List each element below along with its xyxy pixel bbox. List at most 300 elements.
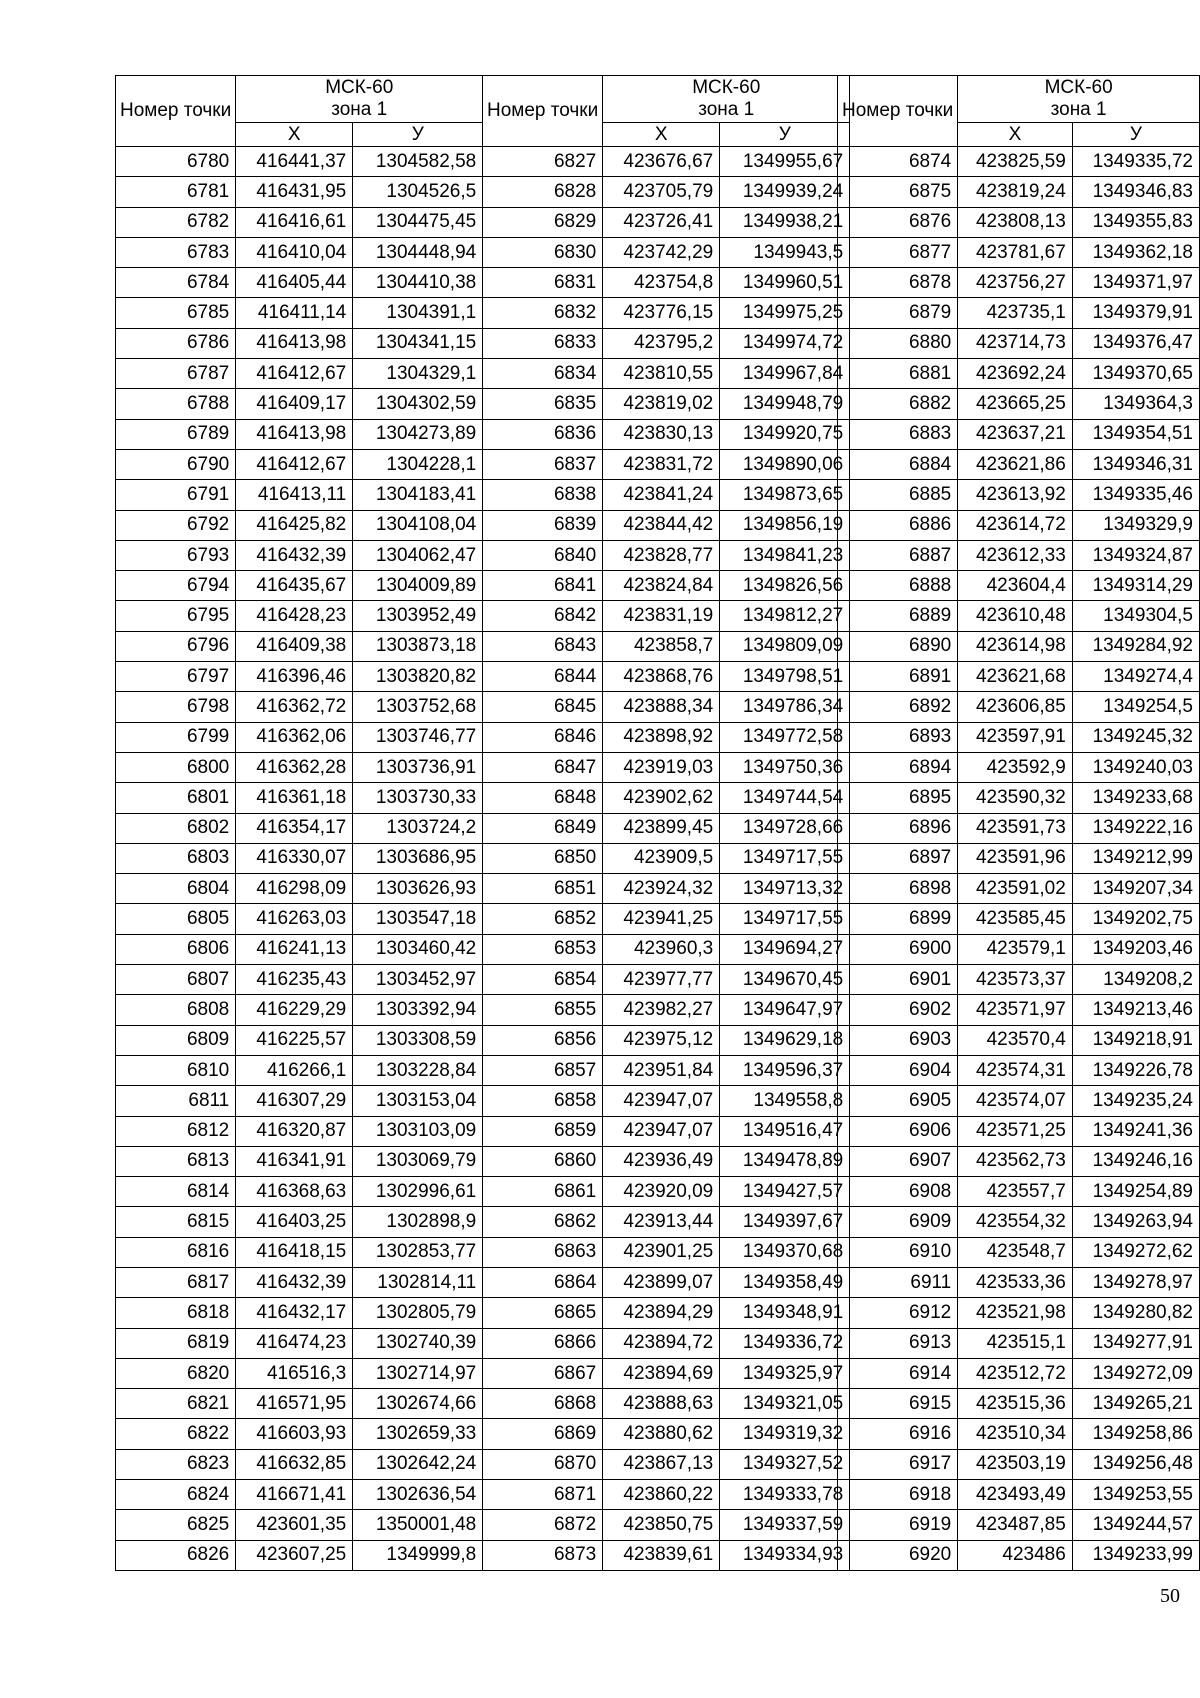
table-row [116, 783, 483, 813]
y-coordinate-cell: 1302636,54 [353, 1480, 483, 1510]
x-coordinate-cell: 423554,32 [958, 1207, 1073, 1237]
point-number-cell: 6787 [116, 359, 236, 389]
point-number-cell: 6870 [483, 1449, 603, 1479]
y-coordinate-cell: 1303873,18 [353, 631, 483, 661]
x-coordinate-cell: 416235,43 [236, 965, 353, 995]
x-coordinate-cell: 423590,32 [958, 783, 1073, 813]
y-coordinate-cell: 1349596,37 [720, 1055, 850, 1085]
table-row [838, 510, 1200, 540]
crs-name: МСК-60 [692, 77, 761, 98]
table-row [838, 1086, 1200, 1116]
x-coordinate-cell: 423920,09 [603, 1177, 720, 1207]
point-number-cell: 6833 [483, 328, 603, 358]
y-coordinate-cell: 1303736,91 [353, 752, 483, 782]
table-row [116, 207, 483, 237]
table-row [483, 1298, 850, 1328]
point-number-cell: 6871 [483, 1480, 603, 1510]
y-coordinate-cell: 1349647,97 [720, 995, 850, 1025]
point-number-cell: 6812 [116, 1116, 236, 1146]
y-coordinate-cell: 1349202,75 [1072, 904, 1199, 934]
x-coordinate-cell: 423880,62 [603, 1419, 720, 1449]
table-row [116, 1055, 483, 1085]
x-header: Х [236, 123, 353, 147]
table-row [116, 1177, 483, 1207]
y-coordinate-cell: 1302814,11 [353, 1267, 483, 1297]
point-number-cell: 6900 [838, 934, 958, 964]
table-row [483, 1116, 850, 1146]
point-number-cell: 6883 [838, 419, 958, 449]
x-header: Х [603, 123, 720, 147]
table-row [116, 1449, 483, 1479]
y-coordinate-cell: 1349337,59 [720, 1510, 850, 1540]
y-coordinate-cell: 1303308,59 [353, 1025, 483, 1055]
point-number-cell: 6830 [483, 237, 603, 267]
y-coordinate-cell: 1349975,25 [720, 298, 850, 328]
table-row [483, 237, 850, 267]
table-row [116, 268, 483, 298]
table-row [838, 1298, 1200, 1328]
y-coordinate-cell: 1302996,61 [353, 1177, 483, 1207]
point-number-cell: 6906 [838, 1116, 958, 1146]
x-coordinate-cell: 423571,25 [958, 1116, 1073, 1146]
table-row [838, 874, 1200, 904]
point-number-cell: 6821 [116, 1389, 236, 1419]
y-coordinate-cell: 1349856,19 [720, 510, 850, 540]
y-coordinate-cell: 1304108,04 [353, 510, 483, 540]
table-row [483, 268, 850, 298]
point-number-cell: 6855 [483, 995, 603, 1025]
table-row [838, 177, 1200, 207]
y-header: У [1072, 123, 1199, 147]
y-coordinate-cell: 1349335,46 [1072, 480, 1199, 510]
x-coordinate-cell: 423824,84 [603, 571, 720, 601]
table-row [483, 359, 850, 389]
table-row [838, 1389, 1200, 1419]
point-number-cell: 6886 [838, 510, 958, 540]
table-row [116, 631, 483, 661]
point-number-cell: 6890 [838, 631, 958, 661]
x-coordinate-cell: 423825,59 [958, 147, 1073, 177]
table-row [116, 419, 483, 449]
x-coordinate-cell: 423606,85 [958, 692, 1073, 722]
table-row [116, 874, 483, 904]
point-number-cell: 6884 [838, 449, 958, 479]
x-coordinate-cell: 423585,45 [958, 904, 1073, 934]
y-coordinate-cell: 1349240,03 [1072, 752, 1199, 782]
point-number-cell: 6825 [116, 1510, 236, 1540]
table-row [838, 480, 1200, 510]
x-coordinate-cell: 416413,11 [236, 480, 353, 510]
point-number-cell: 6829 [483, 207, 603, 237]
y-coordinate-cell: 1303752,68 [353, 692, 483, 722]
table-row [116, 1419, 483, 1449]
table-row [838, 692, 1200, 722]
table-row [838, 722, 1200, 752]
point-number-cell: 6806 [116, 934, 236, 964]
point-number-cell: 6918 [838, 1480, 958, 1510]
y-coordinate-cell: 1349253,55 [1072, 1480, 1199, 1510]
point-number-header: Номер точки [116, 76, 236, 147]
x-coordinate-cell: 423830,13 [603, 419, 720, 449]
y-coordinate-cell: 1304341,15 [353, 328, 483, 358]
point-number-cell: 6819 [116, 1328, 236, 1358]
zone-name: зона 1 [1050, 99, 1107, 120]
point-number-cell: 6783 [116, 237, 236, 267]
point-number-cell: 6911 [838, 1267, 958, 1297]
crs-header [236, 76, 483, 123]
point-number-cell: 6901 [838, 965, 958, 995]
table-row [838, 995, 1200, 1025]
x-coordinate-cell: 423614,98 [958, 631, 1073, 661]
y-header: У [720, 123, 850, 147]
table-row [483, 540, 850, 570]
x-coordinate-cell: 416413,98 [236, 419, 353, 449]
x-coordinate-cell: 416441,37 [236, 147, 353, 177]
x-coordinate-cell: 416431,95 [236, 177, 353, 207]
y-coordinate-cell: 1304273,89 [353, 419, 483, 449]
table-row [483, 662, 850, 692]
y-coordinate-cell: 1349319,32 [720, 1419, 850, 1449]
y-coordinate-cell: 1302659,33 [353, 1419, 483, 1449]
point-number-cell: 6888 [838, 571, 958, 601]
table-row [838, 631, 1200, 661]
x-coordinate-cell: 423888,63 [603, 1389, 720, 1419]
point-number-cell: 6875 [838, 177, 958, 207]
y-coordinate-cell: 1302898,9 [353, 1207, 483, 1237]
y-coordinate-cell: 1349233,68 [1072, 783, 1199, 813]
y-coordinate-cell: 1349233,99 [1072, 1540, 1199, 1570]
x-coordinate-cell: 423676,67 [603, 147, 720, 177]
point-number-cell: 6805 [116, 904, 236, 934]
point-number-cell: 6800 [116, 752, 236, 782]
table-row [116, 1540, 483, 1570]
y-coordinate-cell: 1302740,39 [353, 1328, 483, 1358]
point-number-cell: 6854 [483, 965, 603, 995]
x-coordinate-cell: 423533,36 [958, 1267, 1073, 1297]
point-number-cell: 6847 [483, 752, 603, 782]
table-row [483, 207, 850, 237]
y-coordinate-cell: 1303103,09 [353, 1116, 483, 1146]
x-coordinate-cell: 423562,73 [958, 1146, 1073, 1176]
table-row [483, 1480, 850, 1510]
table-row [116, 1510, 483, 1540]
x-coordinate-cell: 423828,77 [603, 540, 720, 570]
table-row [483, 813, 850, 843]
table-row [483, 995, 850, 1025]
y-coordinate-cell: 1349324,87 [1072, 540, 1199, 570]
y-coordinate-cell: 1303547,18 [353, 904, 483, 934]
x-coordinate-cell: 416603,93 [236, 1419, 353, 1449]
y-coordinate-cell: 1349207,34 [1072, 874, 1199, 904]
y-coordinate-cell: 1349256,48 [1072, 1449, 1199, 1479]
table-row [483, 1177, 850, 1207]
x-coordinate-cell: 416432,17 [236, 1298, 353, 1328]
x-coordinate-cell: 416411,14 [236, 298, 353, 328]
x-coordinate-cell: 423888,34 [603, 692, 720, 722]
table-row [838, 752, 1200, 782]
table-row [116, 995, 483, 1025]
y-coordinate-cell: 1303452,97 [353, 965, 483, 995]
point-number-cell: 6796 [116, 631, 236, 661]
x-coordinate-cell: 423613,92 [958, 480, 1073, 510]
x-coordinate-cell: 423571,97 [958, 995, 1073, 1025]
point-number-cell: 6869 [483, 1419, 603, 1449]
point-number-cell: 6849 [483, 813, 603, 843]
table-row [116, 237, 483, 267]
y-coordinate-cell: 1349713,32 [720, 874, 850, 904]
table-row [483, 147, 850, 177]
x-coordinate-cell: 416432,39 [236, 1267, 353, 1297]
point-number-cell: 6920 [838, 1540, 958, 1570]
page-number: 50 [1160, 1585, 1180, 1607]
y-coordinate-cell: 1349370,68 [720, 1237, 850, 1267]
y-coordinate-cell: 1349812,27 [720, 601, 850, 631]
point-number-cell: 6873 [483, 1540, 603, 1570]
y-coordinate-cell: 1349890,06 [720, 449, 850, 479]
point-number-cell: 6809 [116, 1025, 236, 1055]
x-coordinate-cell: 416362,28 [236, 752, 353, 782]
point-number-cell: 6912 [838, 1298, 958, 1328]
x-coordinate-cell: 423570,4 [958, 1025, 1073, 1055]
y-coordinate-cell: 1304475,45 [353, 207, 483, 237]
x-coordinate-cell: 416330,07 [236, 843, 353, 873]
y-coordinate-cell: 1349873,65 [720, 480, 850, 510]
x-coordinate-cell: 423692,24 [958, 359, 1073, 389]
y-coordinate-cell: 1349841,23 [720, 540, 850, 570]
point-number-cell: 6801 [116, 783, 236, 813]
table-row [483, 783, 850, 813]
coordinates-table-1 [115, 75, 483, 1571]
table-row [838, 540, 1200, 570]
table-row [838, 601, 1200, 631]
x-coordinate-cell: 423726,41 [603, 207, 720, 237]
x-coordinate-cell: 423868,76 [603, 662, 720, 692]
table-row [116, 328, 483, 358]
point-number-cell: 6891 [838, 662, 958, 692]
y-coordinate-cell: 1349263,94 [1072, 1207, 1199, 1237]
x-coordinate-cell: 423754,8 [603, 268, 720, 298]
y-coordinate-cell: 1349246,16 [1072, 1146, 1199, 1176]
y-coordinate-cell: 1349244,57 [1072, 1510, 1199, 1540]
x-coordinate-cell: 423936,49 [603, 1146, 720, 1176]
table-row [483, 904, 850, 934]
point-number-cell: 6860 [483, 1146, 603, 1176]
x-coordinate-cell: 423621,68 [958, 662, 1073, 692]
x-coordinate-cell: 416362,06 [236, 722, 353, 752]
table-row [483, 1328, 850, 1358]
point-number-cell: 6840 [483, 540, 603, 570]
zone-name: зона 1 [331, 99, 388, 120]
point-number-cell: 6903 [838, 1025, 958, 1055]
point-number-cell: 6893 [838, 722, 958, 752]
table-row [838, 1267, 1200, 1297]
x-coordinate-cell: 423899,45 [603, 813, 720, 843]
y-header: У [353, 123, 483, 147]
x-coordinate-cell: 423612,33 [958, 540, 1073, 570]
point-number-cell: 6864 [483, 1267, 603, 1297]
y-coordinate-cell: 1349208,2 [1072, 965, 1199, 995]
point-number-cell: 6820 [116, 1358, 236, 1388]
table-row [116, 1146, 483, 1176]
x-coordinate-cell: 423637,21 [958, 419, 1073, 449]
table-row [838, 359, 1200, 389]
point-number-cell: 6828 [483, 177, 603, 207]
y-coordinate-cell: 1304062,47 [353, 540, 483, 570]
y-coordinate-cell: 1349212,99 [1072, 843, 1199, 873]
x-coordinate-cell: 423503,19 [958, 1449, 1073, 1479]
point-number-cell: 6835 [483, 389, 603, 419]
x-coordinate-cell: 423947,07 [603, 1116, 720, 1146]
x-coordinate-cell: 416403,25 [236, 1207, 353, 1237]
point-number-cell: 6798 [116, 692, 236, 722]
x-coordinate-cell: 416410,04 [236, 237, 353, 267]
y-coordinate-cell: 1302714,97 [353, 1358, 483, 1388]
y-coordinate-cell: 1349967,84 [720, 359, 850, 389]
table-row [483, 1389, 850, 1419]
x-coordinate-cell: 423574,31 [958, 1055, 1073, 1085]
point-number-cell: 6826 [116, 1540, 236, 1570]
table-row [483, 965, 850, 995]
y-coordinate-cell: 1349258,86 [1072, 1419, 1199, 1449]
table-row [116, 510, 483, 540]
y-coordinate-cell: 1303724,2 [353, 813, 483, 843]
point-number-cell: 6910 [838, 1237, 958, 1267]
x-coordinate-cell: 423951,84 [603, 1055, 720, 1085]
y-coordinate-cell: 1349336,72 [720, 1328, 850, 1358]
point-number-cell: 6892 [838, 692, 958, 722]
x-coordinate-cell: 416229,29 [236, 995, 353, 1025]
y-coordinate-cell: 1349948,79 [720, 389, 850, 419]
y-coordinate-cell: 1349333,78 [720, 1480, 850, 1510]
point-number-cell: 6834 [483, 359, 603, 389]
y-coordinate-cell: 1303952,49 [353, 601, 483, 631]
point-number-cell: 6808 [116, 995, 236, 1025]
x-coordinate-cell: 416632,85 [236, 1449, 353, 1479]
x-coordinate-cell: 423867,13 [603, 1449, 720, 1479]
point-number-cell: 6913 [838, 1328, 958, 1358]
point-number-cell: 6794 [116, 571, 236, 601]
x-coordinate-cell: 416307,29 [236, 1086, 353, 1116]
y-coordinate-cell: 1303153,04 [353, 1086, 483, 1116]
y-coordinate-cell: 1349670,45 [720, 965, 850, 995]
y-coordinate-cell: 1349348,91 [720, 1298, 850, 1328]
point-number-cell: 6882 [838, 389, 958, 419]
x-coordinate-cell: 423591,73 [958, 813, 1073, 843]
x-coordinate-cell: 423607,25 [236, 1540, 353, 1570]
crs-header [958, 76, 1200, 123]
table-row [838, 298, 1200, 328]
x-coordinate-cell: 416412,67 [236, 449, 353, 479]
point-number-cell: 6862 [483, 1207, 603, 1237]
y-coordinate-cell: 1303626,93 [353, 874, 483, 904]
x-coordinate-cell: 423604,4 [958, 571, 1073, 601]
x-coordinate-cell: 416425,82 [236, 510, 353, 540]
table-row [838, 843, 1200, 873]
coordinates-table-2 [482, 75, 850, 1571]
x-coordinate-cell: 423941,25 [603, 904, 720, 934]
y-coordinate-cell: 1303069,79 [353, 1146, 483, 1176]
table-row [838, 268, 1200, 298]
x-coordinate-cell: 423574,07 [958, 1086, 1073, 1116]
x-coordinate-cell: 416361,18 [236, 783, 353, 813]
table-row [838, 1540, 1200, 1570]
y-coordinate-cell: 1349354,51 [1072, 419, 1199, 449]
table-row [116, 1298, 483, 1328]
point-number-cell: 6880 [838, 328, 958, 358]
x-coordinate-cell: 423844,42 [603, 510, 720, 540]
y-coordinate-cell: 1349826,56 [720, 571, 850, 601]
x-coordinate-cell: 423621,86 [958, 449, 1073, 479]
y-coordinate-cell: 1349955,67 [720, 147, 850, 177]
table-row [483, 480, 850, 510]
y-coordinate-cell: 1349272,62 [1072, 1237, 1199, 1267]
x-coordinate-cell: 423839,61 [603, 1540, 720, 1570]
table-row [483, 328, 850, 358]
table-row [838, 662, 1200, 692]
table-row [838, 207, 1200, 237]
y-coordinate-cell: 1349222,16 [1072, 813, 1199, 843]
point-number-cell: 6816 [116, 1237, 236, 1267]
x-coordinate-cell: 416354,17 [236, 813, 353, 843]
x-coordinate-cell: 423735,1 [958, 298, 1073, 328]
y-coordinate-cell: 1349798,51 [720, 662, 850, 692]
point-number-cell: 6792 [116, 510, 236, 540]
x-coordinate-cell: 423795,2 [603, 328, 720, 358]
point-number-cell: 6874 [838, 147, 958, 177]
table-row [483, 601, 850, 631]
y-coordinate-cell: 1349335,72 [1072, 147, 1199, 177]
point-number-cell: 6899 [838, 904, 958, 934]
point-number-cell: 6904 [838, 1055, 958, 1085]
y-coordinate-cell: 1349629,18 [720, 1025, 850, 1055]
point-number-cell: 6803 [116, 843, 236, 873]
point-number-cell: 6786 [116, 328, 236, 358]
y-coordinate-cell: 1349364,3 [1072, 389, 1199, 419]
table-row [116, 1025, 483, 1055]
point-number-cell: 6865 [483, 1298, 603, 1328]
x-coordinate-cell: 423902,62 [603, 783, 720, 813]
table-row [116, 1086, 483, 1116]
table-row [838, 147, 1200, 177]
x-coordinate-cell: 423899,07 [603, 1267, 720, 1297]
y-coordinate-cell: 1349218,91 [1072, 1025, 1199, 1055]
y-coordinate-cell: 1304410,38 [353, 268, 483, 298]
y-coordinate-cell: 1303730,33 [353, 783, 483, 813]
x-coordinate-cell: 416298,09 [236, 874, 353, 904]
x-coordinate-cell: 423909,5 [603, 843, 720, 873]
table-row [483, 298, 850, 328]
x-coordinate-cell: 423714,73 [958, 328, 1073, 358]
y-coordinate-cell: 1349226,78 [1072, 1055, 1199, 1085]
table-row [483, 1086, 850, 1116]
x-coordinate-cell: 423705,79 [603, 177, 720, 207]
point-number-cell: 6905 [838, 1086, 958, 1116]
table-row [116, 177, 483, 207]
table-row [116, 480, 483, 510]
x-coordinate-cell: 416225,57 [236, 1025, 353, 1055]
point-number-cell: 6881 [838, 359, 958, 389]
table-row [483, 389, 850, 419]
y-coordinate-cell: 1349920,75 [720, 419, 850, 449]
table-row [116, 1358, 483, 1388]
y-coordinate-cell: 1349327,52 [720, 1449, 850, 1479]
x-coordinate-cell: 423808,13 [958, 207, 1073, 237]
table-row [838, 237, 1200, 267]
x-coordinate-cell: 416266,1 [236, 1055, 353, 1085]
point-number-cell: 6795 [116, 601, 236, 631]
table-row [838, 1419, 1200, 1449]
table-row [116, 571, 483, 601]
